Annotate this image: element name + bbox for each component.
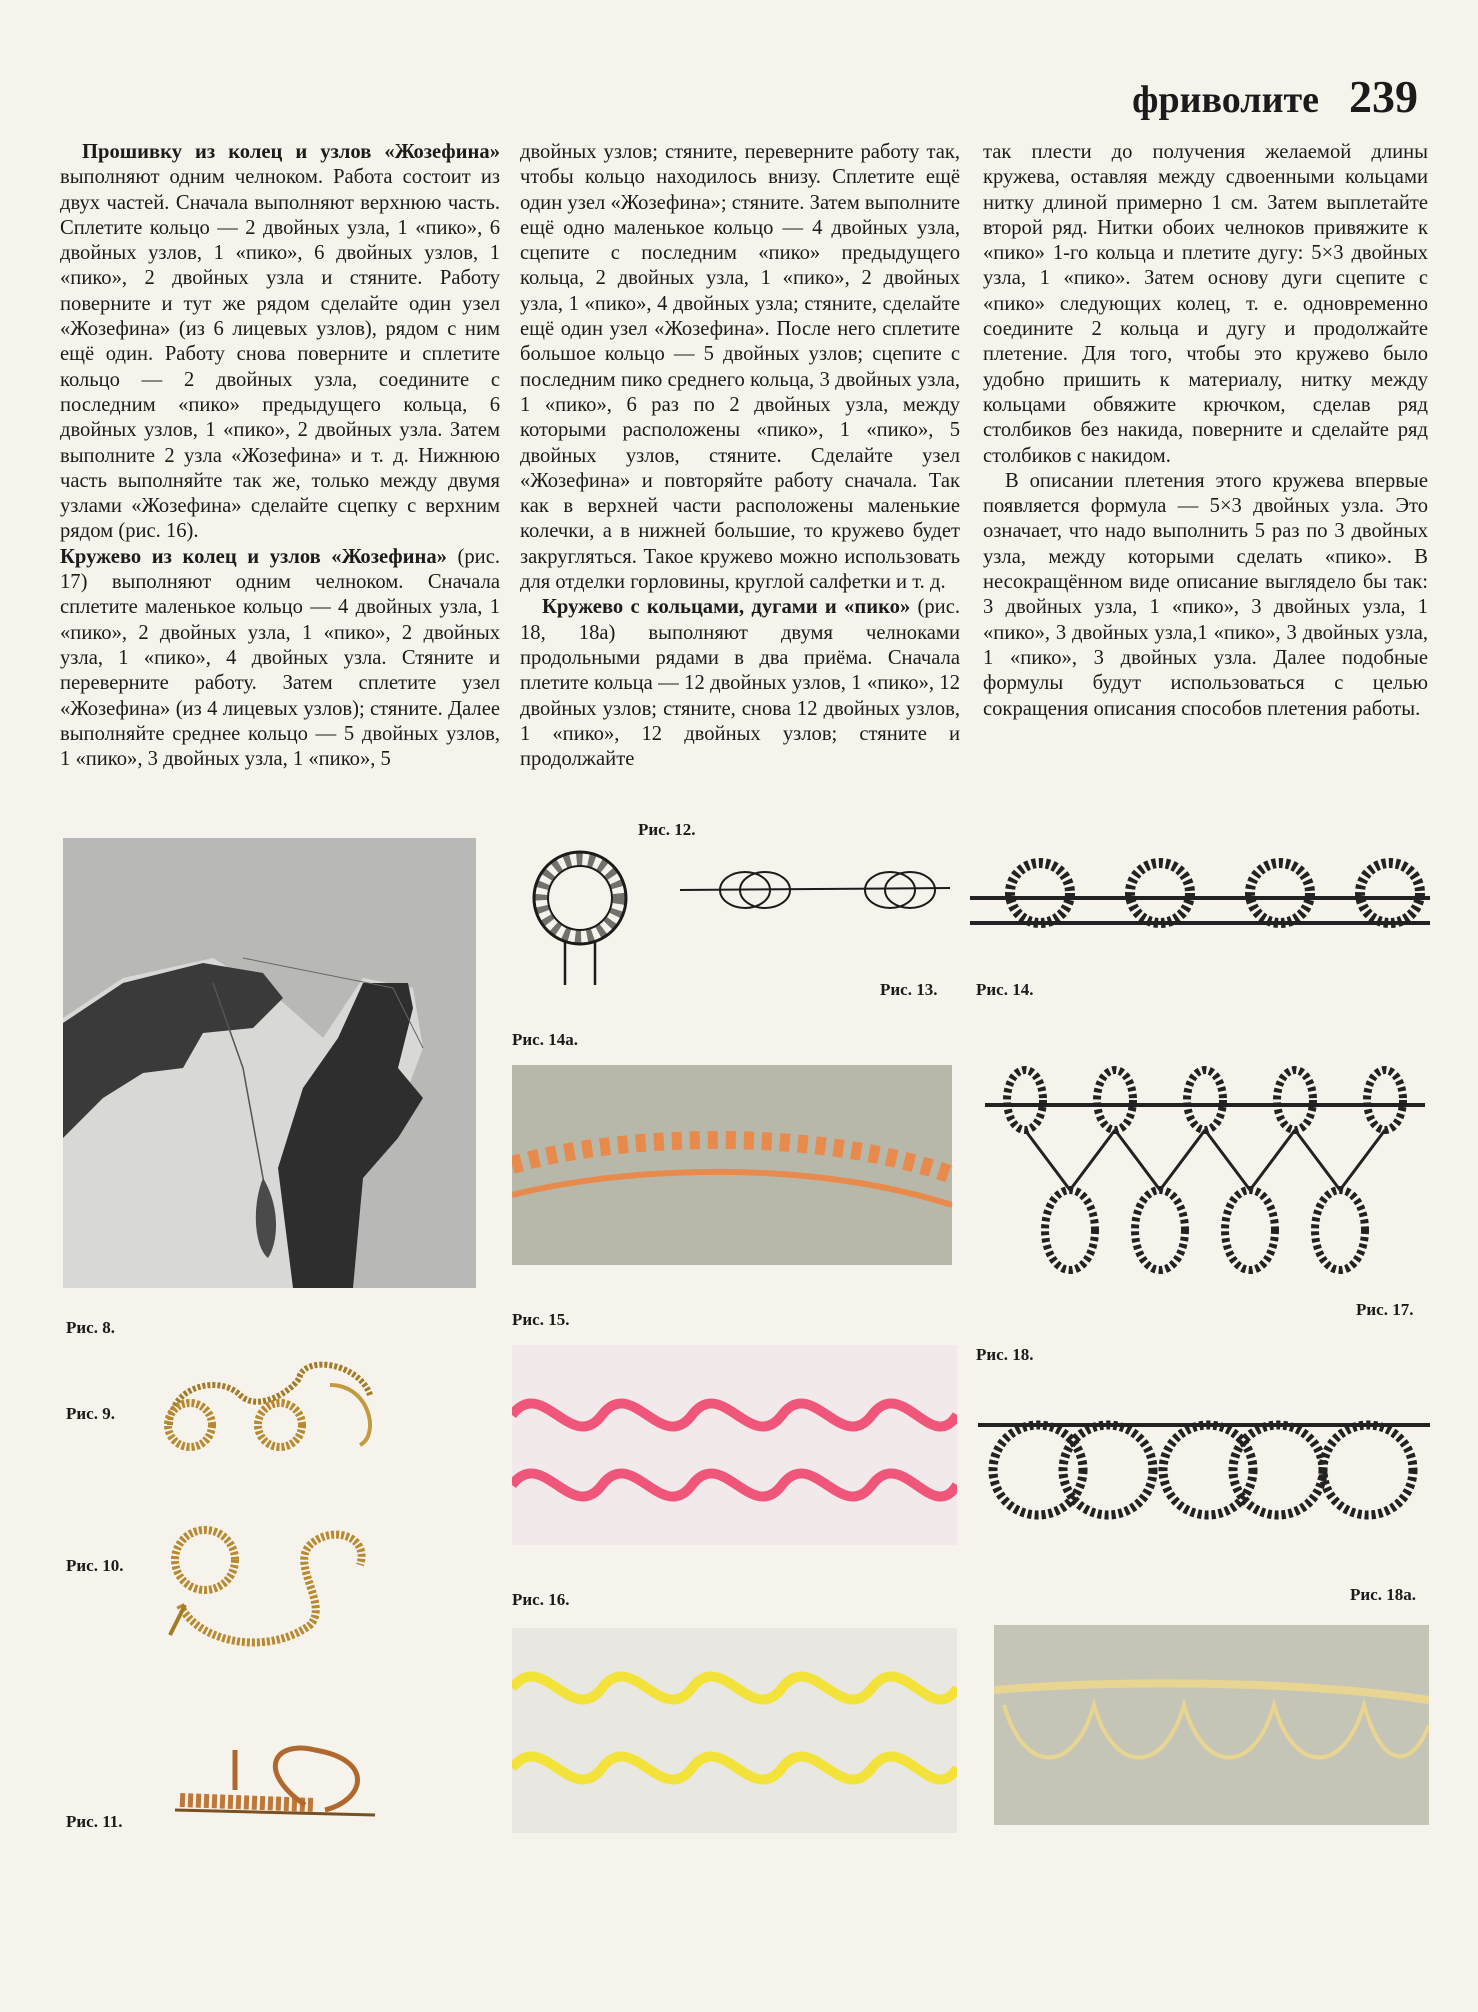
- paragraph: [520, 595, 960, 772]
- figure-12-image: [520, 840, 650, 990]
- paragraph-heading: Кружево с кольцами, дугами и «пико»: [542, 596, 911, 619]
- paragraph-text: В описании плетения этого кружева впервые появляется формула — 5×3 двойных узла. Это означает, что надо выполнить 5 раз по 3 двойных узла, между которыми сделать «пико». В несокращённом виде описание выглядело бы так: 3 двойных узла, 1 «пико», 3 двойных узла, 1 «пико», 3 двойных узла,1 «пико», 3 двойных узла, 1 «пико», 3 двойных узла. Далее подобные формулы будут использоваться с целью сокращения описания способов плетения работы.: [983, 469, 1428, 720]
- figure-10-image: [160, 1505, 390, 1655]
- page-header: [1132, 70, 1418, 123]
- text-column-2: [520, 140, 960, 772]
- figure-10-caption: Рис. 10.: [66, 1556, 124, 1575]
- figure-16-caption: Рис. 16.: [512, 1590, 570, 1609]
- text-column-3: [983, 140, 1428, 722]
- paragraph: [60, 545, 500, 773]
- figure-18a-photo: [994, 1625, 1429, 1825]
- figure-18-caption: Рис. 18.: [976, 1345, 1034, 1364]
- figure-15-photo: [512, 1345, 957, 1545]
- figure-13-image: [680, 850, 950, 930]
- figure-11-caption: Рис. 11.: [66, 1812, 123, 1831]
- figure-8-photo: [63, 838, 476, 1288]
- figure-9-image: [150, 1345, 390, 1475]
- figure-14a-photo: [512, 1065, 952, 1265]
- paragraph-heading: Кружево из колец и узлов «Жозефина»: [60, 545, 447, 568]
- figure-12-caption: Рис. 12.: [638, 820, 696, 839]
- figure-13-caption: Рис. 13.: [880, 980, 938, 999]
- figure-14-caption: Рис. 14.: [976, 980, 1034, 999]
- figure-8-caption: Рис. 8.: [66, 1318, 115, 1337]
- figure-11-image: [165, 1730, 395, 1840]
- text-column-1: [60, 140, 500, 772]
- paragraph: [520, 140, 960, 595]
- figure-14a-caption: Рис. 14а.: [512, 1030, 578, 1049]
- paragraph: [983, 140, 1428, 469]
- figure-18-image: [978, 1385, 1430, 1560]
- figure-14-image: [970, 838, 1430, 938]
- figure-18a-caption: Рис. 18а.: [1350, 1585, 1416, 1604]
- figure-17-caption: Рис. 17.: [1356, 1300, 1414, 1319]
- paragraph-text: (рис. 17) выполняют одним челноком. Сначала сплетите маленькое кольцо — 4 двойных узла, 1 «пико», 2 двойных узла, 1 «пико», 2 двойных узла, 1 «пико», 4 двойных узла. Стяните и переверните работу. Затем сплетите узел «Жозефина» (из 4 лицевых узлов); стяните. Далее выполняйте среднее кольцо — 5 двойных узлов, 1 «пико», 3 двойных узла, 1 «пико», 5: [60, 545, 500, 771]
- paragraph: [60, 140, 500, 545]
- paragraph-text: (рис. 18, 18а) выполняют двумя челноками продольными рядами в два приёма. Сначала плетите кольца — 12 двойных узлов, 1 «пико», 12 двойных узлов; стяните, снова 12 двойных узлов, 1 «пико», 12 двойных узлов; стяните и продолжайте: [520, 596, 960, 771]
- paragraph: [983, 469, 1428, 722]
- hands-shuttle-image: [63, 838, 476, 1288]
- paragraph-text: двойных узлов; стяните, переверните работу так, чтобы кольцо находилось внизу. Сплетите ещё один узел «Жозефина»; стяните. Затем выполните ещё одно маленькое кольцо — 4 двойных узла, сцепите с последним «пико» предыдущего кольца, 2 двойных узла, 1 «пико», 2 двойных узла, 1 «пико», 4 двойных узла; стяните, сделайте ещё один узел «Жозефина». После него сплетите большое кольцо — 5 двойных узлов; сцепите с последним пико среднего кольца, 3 двойных узла, 1 «пико», 6 раз по 2 двойных узла, между которыми расположены «пико», 1 «пико», 5 двойных узлов, стяните. Сделайте узел «Жозефина» и повторяйте работу сначала. Так как в верхней части расположены маленькие колечки, а в нижней большие, то кружево будет закругляться. Такое кружево можно использовать для отделки горловины, круглой салфетки и т. д.: [520, 141, 960, 594]
- page-number: 239: [1349, 71, 1418, 122]
- paragraph-text: так плести до получения желаемой длины кружева, оставляя между сдвоенными кольцами нитку длиной примерно 1 см. Затем выплетайте второй ряд. Нитки обоих челноков привяжите к «пико» 1-го кольца и плетите дугу: 5×3 двойных узла, 1 «пико». Затем основу дуги сцепите с «пико» следующих колец, т. е. одновременно соедините 2 кольца и дугу и продолжайте плетение. Для того, чтобы это кружево было удобно пришить к материалу, нитку между кольцами обвяжите крючком, сделав ряд столбиков без накида, поверните и сделайте ряд столбиков с накидом.: [983, 141, 1428, 467]
- figure-16-photo: [512, 1628, 957, 1833]
- paragraph-text: выполняют одним челноком. Работа состоит из двух частей. Сначала выполняют верхнюю часть. Сплетите кольцо — 2 двойных узла, 1 «пико», 6 двойных узлов, 1 «пико», 6 двойных узлов, 1 «пико», 2 двойных узла и стяните. Работу поверните и тут же рядом сделайте один узел «Жозефина» (из 6 лицевых узлов), рядом с ним ещё один. Работу снова поверните и сплетите кольцо — 2 двойных узла, соедините с последним «пико» предыдущего кольца, 6 двойных узлов, 1 «пико», 2 двойных узла. Затем выполните 2 узла «Жозефина» и т. д. Нижнюю часть выполняйте так же, только между двумя узлами «Жозефина» сделайте сцепку с верхним рядом (рис. 16).: [60, 166, 500, 543]
- figure-15-caption: Рис. 15.: [512, 1310, 570, 1329]
- paragraph-heading: Прошивку из колец и узлов «Жозефина»: [82, 141, 500, 163]
- figure-9-caption: Рис. 9.: [66, 1404, 115, 1423]
- figure-17-image: [985, 1060, 1425, 1295]
- section-title: фриволите: [1132, 79, 1319, 121]
